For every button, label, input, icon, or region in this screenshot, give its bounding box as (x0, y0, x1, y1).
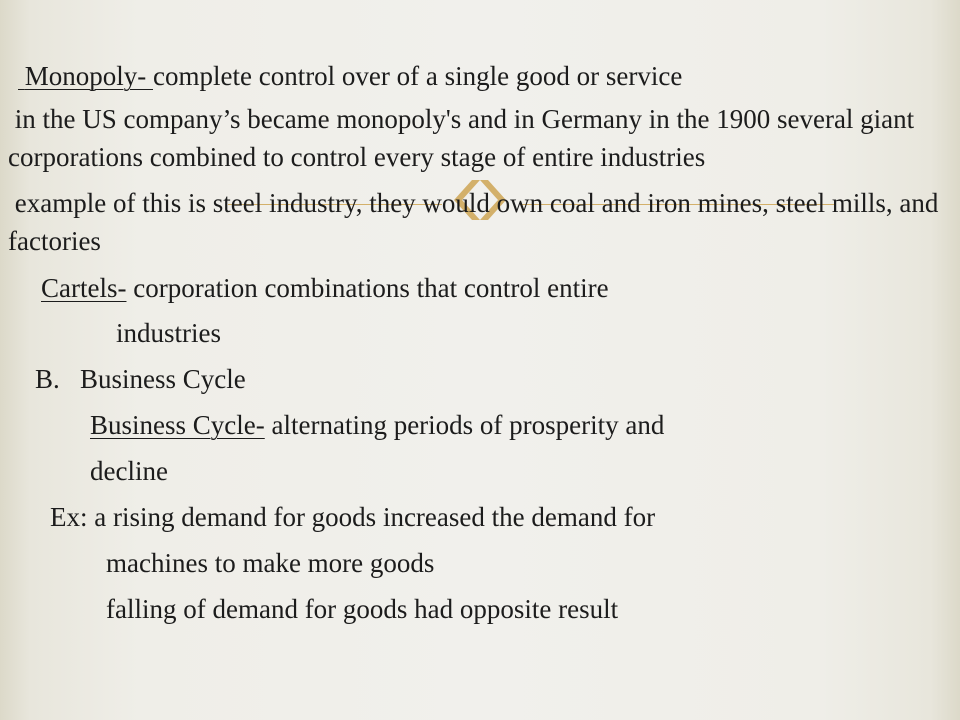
business-cycle-line (8, 402, 953, 448)
cartels-definition: corporation combinations that control entire (126, 273, 609, 303)
steel-example-paragraph: example of this is steel industry, they would own coal and iron mines, steel mills, and factories (8, 188, 946, 256)
cartels-line (8, 266, 953, 310)
example-line-3: falling of demand for goods had opposite result (106, 594, 619, 624)
cartels-continuation: industries (116, 318, 221, 348)
business-cycle-definition: alternating periods of prosperity and (264, 410, 665, 440)
business-cycle-term: Business Cycle- (90, 410, 265, 440)
example-line-1: Ex: a rising demand for goods increased the demand for (50, 502, 656, 532)
monopoly-definition: complete control over of a single good or service (153, 61, 683, 91)
monopoly-term: Monopoly- (18, 61, 153, 91)
us-germany-paragraph: in the US company’s became monopoly's and in Germany in the 1900 several giant corporations combined to control every stage of entire industries (8, 104, 921, 172)
section-b-heading: B. Business Cycle (35, 364, 246, 394)
slide-body (8, 54, 953, 632)
example-line-2: machines to make more goods (106, 548, 435, 578)
business-cycle-continuation: decline (90, 456, 168, 486)
monopoly-line (8, 54, 953, 98)
cartels-term: Cartels- (41, 273, 127, 303)
